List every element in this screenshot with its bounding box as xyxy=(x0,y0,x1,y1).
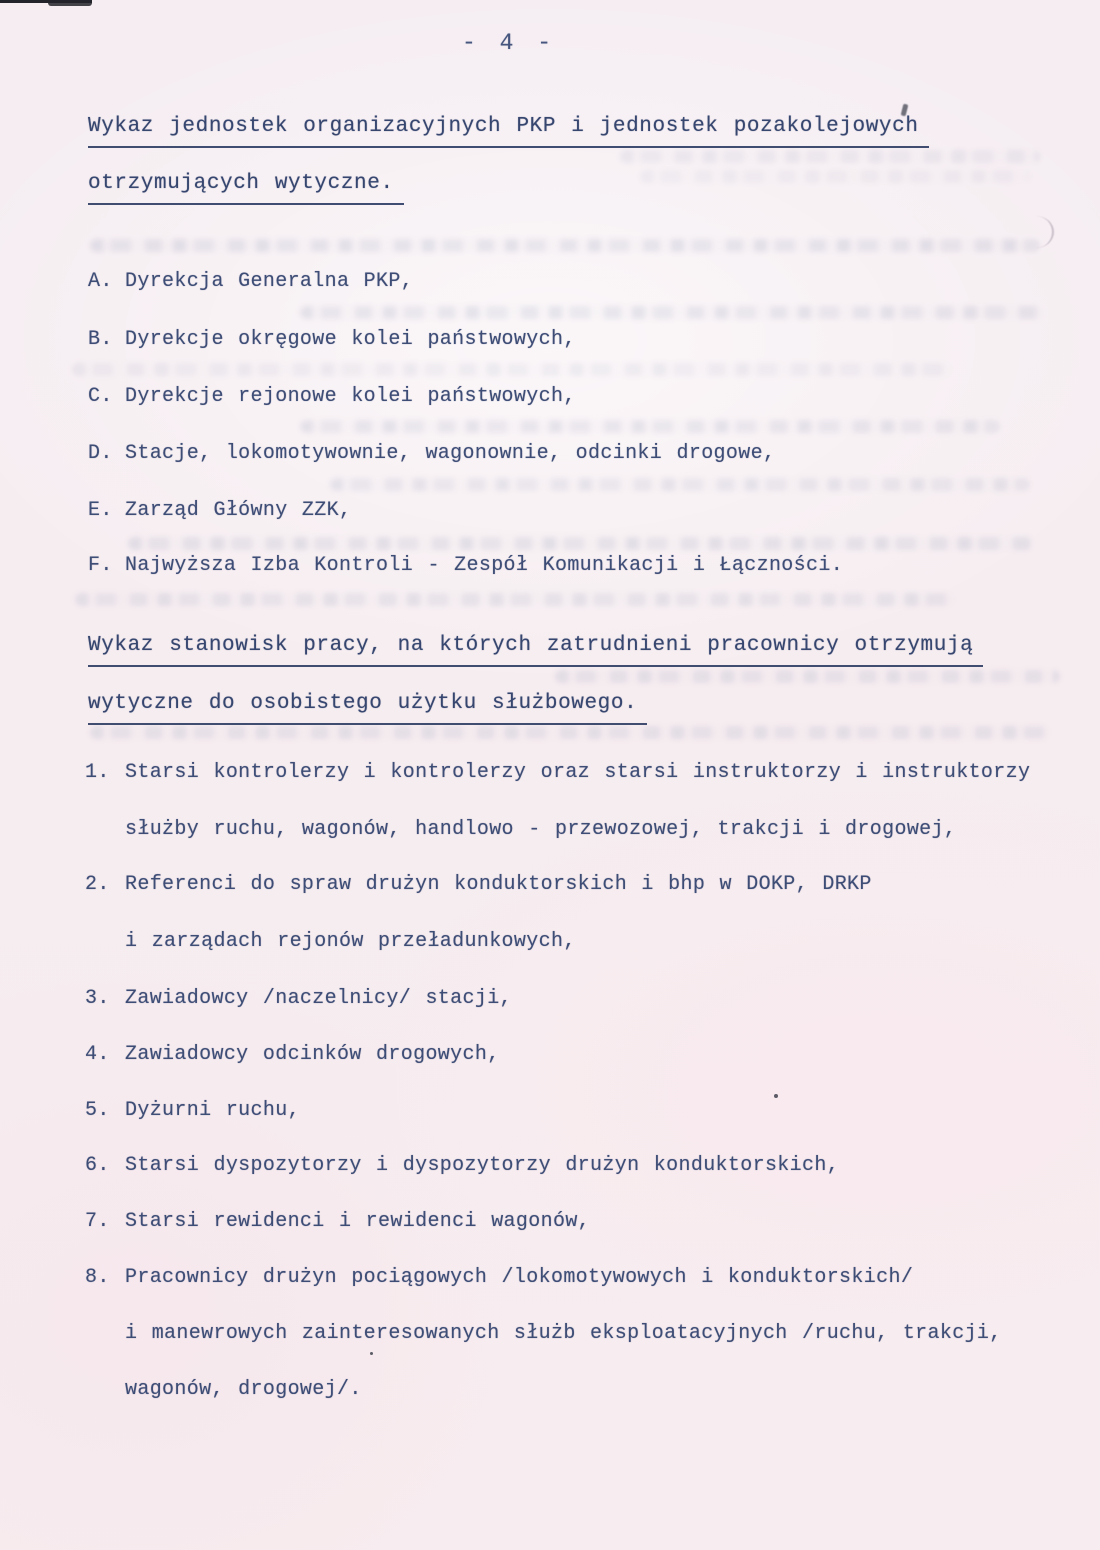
item-label: F. xyxy=(88,554,113,577)
item-text: Dyrekcje rejonowe kolei państwowych, xyxy=(125,385,576,408)
list-item-4 xyxy=(85,1042,500,1068)
list-item-1 xyxy=(85,760,1030,786)
bleedthrough-line xyxy=(75,593,955,606)
item-text: Stacje, lokomotywownie, wagonownie, odcinki drogowe, xyxy=(125,442,776,465)
item-label: 8. xyxy=(85,1266,110,1289)
ink-speck xyxy=(370,1352,373,1355)
list-item-8-continuation xyxy=(125,1377,362,1403)
list-item-f xyxy=(88,553,843,579)
underlined-text: wytyczne do osobistego użytku służbowego. xyxy=(88,690,647,725)
list-item-5 xyxy=(85,1098,300,1124)
item-label: 2. xyxy=(85,873,110,896)
list-item-3 xyxy=(85,986,512,1012)
bleedthrough-line xyxy=(555,670,1060,683)
list-item-e xyxy=(88,498,351,524)
item-text: Zarząd Główny ZZK, xyxy=(125,499,352,522)
item-text: Starsi dyspozytorzy i dyspozytorzy drużyn konduktorskich, xyxy=(125,1154,840,1177)
bleedthrough-line xyxy=(300,420,1000,433)
section2-heading-line1 xyxy=(88,632,983,667)
item-label: E. xyxy=(88,499,113,522)
list-item-2 xyxy=(85,872,872,898)
item-text: służby ruchu, wagonów, handlowo - przewozowej, trakcji i drogowej, xyxy=(125,818,957,841)
item-text: Dyrekcje okręgowe kolei państwowych, xyxy=(125,328,576,351)
list-item-d xyxy=(88,441,775,467)
section1-heading-line1 xyxy=(88,113,929,148)
page-number: - 4 - xyxy=(462,30,557,56)
item-label: 7. xyxy=(85,1210,110,1233)
item-text: i zarządach rejonów przeładunkowych, xyxy=(125,930,576,953)
list-item-8 xyxy=(85,1265,913,1291)
list-item-c xyxy=(88,384,576,410)
bleedthrough-line xyxy=(72,363,952,376)
item-label: B. xyxy=(88,328,113,351)
section2-heading-line2 xyxy=(88,690,647,725)
item-label: 6. xyxy=(85,1154,110,1177)
item-label: 4. xyxy=(85,1043,110,1066)
underlined-text: Wykaz stanowisk pracy, na których zatrudnieni pracownicy otrzymują xyxy=(88,632,983,667)
item-label: A. xyxy=(88,270,113,293)
bleedthrough-line xyxy=(90,239,1040,252)
list-item-7 xyxy=(85,1209,590,1235)
item-text: Referenci do spraw drużyn konduktorskich i bhp w DOKP, DRKP xyxy=(125,873,872,896)
bleedthrough-line xyxy=(640,170,1030,183)
item-text: wagonów, drogowej/. xyxy=(125,1378,362,1401)
list-item-a xyxy=(88,269,413,295)
bleedthrough-line xyxy=(300,306,1045,319)
list-item-b xyxy=(88,327,576,353)
bleedthrough-line xyxy=(128,537,1033,550)
item-text: Dyżurni ruchu, xyxy=(125,1099,300,1122)
list-item-6 xyxy=(85,1153,839,1179)
ink-speck xyxy=(774,1094,778,1098)
item-text: Najwyższa Izba Kontroli - Zespół Komunikacji i Łączności. xyxy=(125,554,844,577)
item-label: D. xyxy=(88,442,113,465)
item-label: 5. xyxy=(85,1099,110,1122)
item-text: Starsi rewidenci i rewidenci wagonów, xyxy=(125,1210,591,1233)
list-item-8-continuation xyxy=(125,1321,1002,1347)
section1-heading-line2 xyxy=(88,170,404,205)
scan-edge-artifact xyxy=(48,0,92,6)
list-item-2-continuation xyxy=(125,929,576,955)
bleedthrough-line xyxy=(90,726,1050,739)
item-text: Pracownicy drużyn pociągowych /lokomotywowych i konduktorskich/ xyxy=(125,1266,914,1289)
underlined-text: Wykaz jednostek organizacyjnych PKP i jednostek pozakolejowych xyxy=(88,113,929,148)
item-text: Zawiadowcy odcinków drogowych, xyxy=(125,1043,500,1066)
item-text: Dyrekcja Generalna PKP, xyxy=(125,270,414,293)
item-text: Zawiadowcy /naczelnicy/ stacji, xyxy=(125,987,512,1010)
item-label: 1. xyxy=(85,761,110,784)
bleedthrough-line xyxy=(620,150,1040,163)
underlined-text: otrzymujących wytyczne. xyxy=(88,170,404,205)
item-label: 3. xyxy=(85,987,110,1010)
item-label: C. xyxy=(88,385,113,408)
item-text: i manewrowych zainteresowanych służb eksploatacyjnych /ruchu, trakcji, xyxy=(125,1322,1002,1345)
bleedthrough-line xyxy=(330,478,1030,491)
item-text: Starsi kontrolerzy i kontrolerzy oraz starsi instruktorzy i instruktorzy xyxy=(125,761,1031,784)
list-item-1-continuation xyxy=(125,817,956,843)
